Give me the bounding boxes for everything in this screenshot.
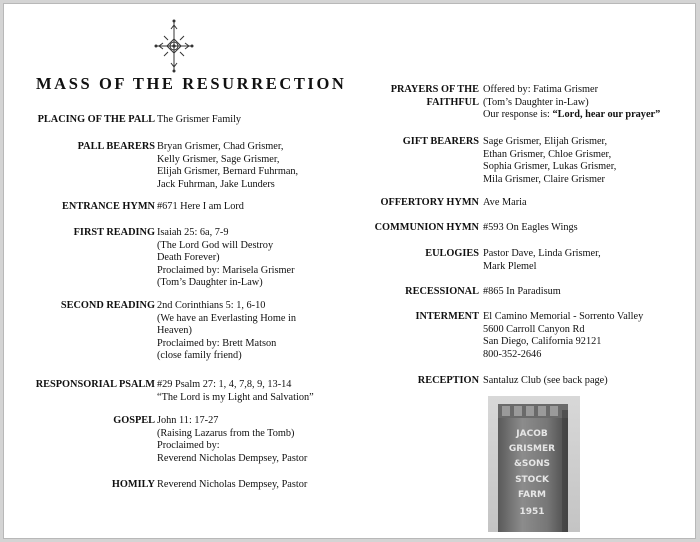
section-value-line: Isaiah 25: 6a, 7-9 <box>157 227 229 238</box>
section-value-line: 800-352-2646 <box>483 348 542 360</box>
section-value-line: “The Lord is my Light and Salvation” <box>157 391 314 403</box>
silo-sign-line: STOCK <box>515 475 549 485</box>
section-label: PALL BEARERS <box>77 141 155 152</box>
section-label: OFFERTORY HYMN <box>380 197 479 208</box>
section-label: RECEPTION <box>417 375 479 386</box>
page-title: MASS OF THE RESURRECTION <box>36 74 347 93</box>
section-value-line: Ethan Grismer, Chloe Grismer, <box>483 148 612 160</box>
section-label: EULOGIES <box>425 248 479 259</box>
section-label: RESPONSORIAL PSALM <box>35 379 155 390</box>
section-label: ENTRANCE HYMN <box>62 201 155 212</box>
section-value-line: El Camino Memorial - Sorrento Valley <box>483 311 644 322</box>
section-value: Reverend Nicholas Dempsey, Pastor <box>157 479 308 490</box>
section-value-line: Pastor Dave, Linda Grismer, <box>483 248 601 259</box>
section-value-line: Bryan Grismer, Chad Grismer, <box>157 141 284 152</box>
section-label: SECOND READING <box>60 300 155 311</box>
silo-sign-line: 1951 <box>519 507 545 517</box>
section-value: Santaluz Club (see back page) <box>483 375 608 386</box>
response-line <box>483 109 660 122</box>
section-value: The Grismer Family <box>157 114 242 125</box>
response-prefix: Our response is: <box>483 109 553 121</box>
silo-sign-line: FARM <box>518 490 546 500</box>
section-label: COMMUNION HYMN <box>374 222 479 233</box>
section-value: Ave Maria <box>483 197 527 208</box>
section-value-line: (Tom’s Daughter in-Law) <box>157 277 263 289</box>
section-value-line: San Diego, California 92121 <box>483 336 602 348</box>
section-value-line: Elijah Grismer, Bernard Fuhrman, <box>157 166 299 178</box>
section-label: HOMILY <box>111 479 155 490</box>
silo-sign-line: JACOB <box>516 429 548 439</box>
program-page <box>3 3 696 539</box>
section-label: PRAYERS OF THE <box>390 84 479 95</box>
cross-ornament-icon <box>154 19 194 73</box>
section-value-line: Proclaimed by: Marisela Grismer <box>157 264 295 276</box>
section-value-line: Offered by: Fatima Grismer <box>483 84 599 95</box>
section-value-line: #29 Psalm 27: 1, 4, 7,8, 9, 13-14 <box>157 379 292 390</box>
section-value-line: (Tom’s Daughter in-Law) <box>483 96 589 108</box>
section-value-line: Death Forever) <box>157 252 220 264</box>
section-value-line: Heaven) <box>157 325 192 337</box>
response-text: “Lord, hear our prayer” <box>552 109 661 121</box>
section-value: #865 In Paradisum <box>483 286 561 297</box>
section-label: INTERMENT <box>415 311 479 322</box>
section-value-line: (The Lord God will Destroy <box>157 239 274 251</box>
section-value: #671 Here I am Lord <box>157 201 244 212</box>
section-value-line: Kelly Grismer, Sage Grismer, <box>157 153 280 165</box>
section-value-line: (Raising Lazarus from the Tomb) <box>157 427 295 439</box>
section-value-line: 2nd Corinthians 5: 1, 6-10 <box>157 300 266 311</box>
section-value-line: Mila Grismer, Claire Grismer <box>483 173 605 185</box>
section-value-line: (close family friend) <box>157 350 242 362</box>
section-value-line: Reverend Nicholas Dempsey, Pastor <box>157 452 308 464</box>
silo-sign-line: GRISMER <box>508 444 556 454</box>
section-label: GOSPEL <box>113 415 155 426</box>
section-label: PLACING OF THE PALL <box>37 114 155 125</box>
section-label: FAITHFUL <box>426 96 479 108</box>
section-value: #593 On Eagles Wings <box>483 222 578 233</box>
section-value-line: Proclaimed by: Brett Matson <box>157 337 277 349</box>
silo-sign-line: &SONS <box>514 459 550 469</box>
section-value-line: Jack Fuhrman, Jake Lunders <box>157 178 275 190</box>
section-value-line: Mark Plemel <box>483 260 537 272</box>
section-label: FIRST READING <box>73 227 155 238</box>
section-value-line: 5600 Carroll Canyon Rd <box>483 323 585 335</box>
section-value-line: Sage Grismer, Elijah Grismer, <box>483 136 608 147</box>
section-value-line: Proclaimed by: <box>157 440 220 452</box>
silo-photo <box>488 396 580 532</box>
section-label: RECESSIONAL <box>405 286 479 297</box>
section-value-line: Sophia Grismer, Lukas Grismer, <box>483 161 617 173</box>
section-value-line: John 11: 17-27 <box>157 415 219 426</box>
section-value-line: (We have an Everlasting Home in <box>157 312 296 324</box>
section-label: GIFT BEARERS <box>402 136 479 147</box>
